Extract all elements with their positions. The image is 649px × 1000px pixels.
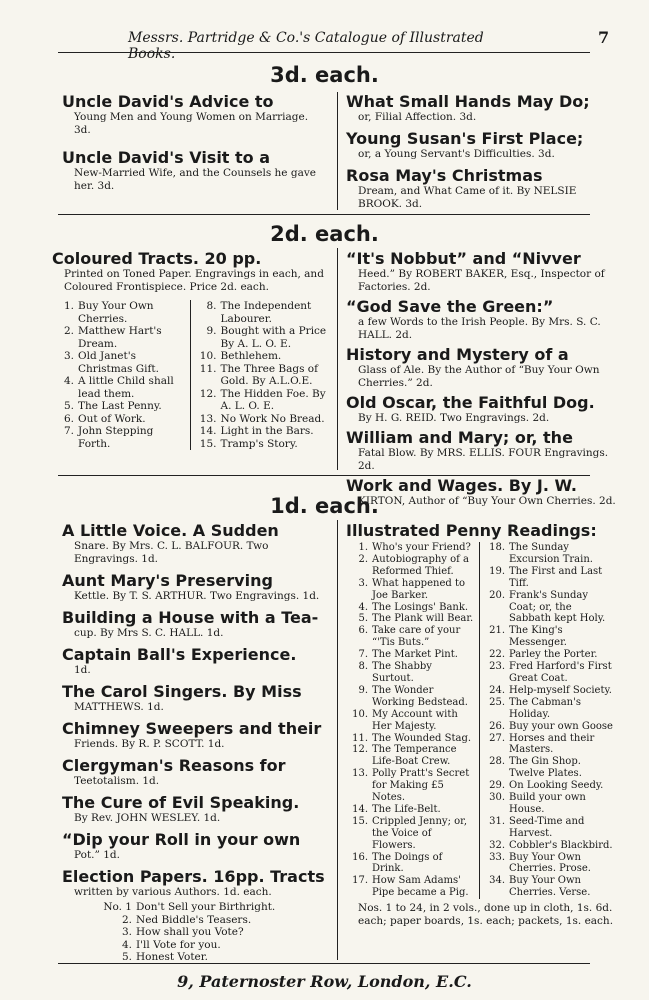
list-item: 4. A little Child shall lead them. [63, 375, 174, 400]
entry-title: Work and Wages. By J. W. [346, 476, 577, 495]
entry-description: 1d. [74, 664, 91, 676]
list-item: 3. What happened to Joe Barker. [358, 577, 465, 601]
s1-right-column [346, 522, 616, 928]
list-item: 14. The Life-Belt. [352, 803, 441, 815]
coloured-tracts-title: Coloured Tracts. 20 pp. [52, 249, 262, 268]
entry-description: By H. G. REID. Two Engravings. 2d. [358, 412, 550, 424]
entry-title: “Dip your Roll in your own [62, 830, 301, 849]
catalogue-entry [346, 298, 616, 342]
entry-title: Uncle David's Advice to [62, 92, 274, 111]
entry-description: KIRTON, Author of “Buy Your Own Cherries. 2d. [358, 495, 616, 507]
penny-readings-note: Nos. 1 to 24, in 2 vols., done up in cloth, 1s. 6d. each; paper boards, 1s. each; packets, 1s. each. [358, 902, 614, 928]
catalogue-entry [62, 794, 328, 825]
list-item: 6. Out of Work. [63, 412, 146, 425]
list-item: 2. Matthew Hart's Dream. [63, 325, 162, 350]
entry-description: Glass of Ale. By the Author of “Buy Your Own Cherries.” 2d. [358, 364, 600, 389]
list-item: 2. Ned Biddle's Teasers. [121, 913, 252, 926]
catalogue-entry [62, 93, 328, 137]
s2-left-column [52, 250, 328, 450]
entry-title: The Cure of Evil Speaking. [62, 793, 300, 812]
list-item: 11. The Three Bags of Gold. By A.L.O.E. [199, 362, 318, 387]
list-item: 20. Frank's Sunday Coat; or, the Sabbath kept Holy. [489, 589, 606, 625]
list-item: 14. Light in the Bars. [199, 425, 314, 437]
entry-description: cup. By Mrs S. C. HALL. 1d. [74, 627, 224, 639]
list-item: 5. Honest Voter. [121, 951, 208, 963]
list-item: 5. The Plank will Bear. [358, 613, 474, 625]
entry-description: or, a Young Servant's Difficulties. 3d. [358, 148, 555, 160]
catalogue-entry [62, 720, 328, 751]
catalogue-entry [62, 149, 328, 193]
list-item: 1. Buy Your Own Cherries. [63, 300, 154, 325]
catalogue-entry [346, 429, 616, 473]
entry-description: MATTHEWS. 1d. [74, 701, 164, 713]
catalogue-entry [346, 346, 616, 390]
catalogue-entry [346, 93, 612, 124]
entry-title: Old Oscar, the Faithful Dog. [346, 393, 595, 412]
catalogue-entry [346, 394, 616, 425]
list-item: 11. The Wounded Stag. [352, 732, 472, 744]
catalogue-entry [346, 130, 612, 161]
list-item: 29. On Looking Seedy. [489, 780, 604, 792]
catalogue-entry [62, 683, 328, 714]
entry-title: Captain Ball's Experience. [62, 645, 297, 664]
list-item: 18. The Sunday Excursion Train. [489, 542, 593, 565]
s3-right-column [346, 93, 612, 217]
coloured-tracts-list-a [52, 300, 191, 450]
list-item: 8. The Independent Labourer. [206, 300, 312, 325]
section-rule [58, 475, 590, 476]
column-divider [337, 92, 338, 210]
list-item: 19. The First and Last Tiff. [489, 565, 603, 589]
list-item: 3. Old Janet's Christmas Gift. [63, 350, 159, 375]
entry-description: Heed.” By ROBERT BAKER, Esq., Inspector of Factories. 2d. [358, 268, 605, 293]
entry-title: “It's Nobbut” and “Nivver [346, 249, 581, 268]
entry-title: Chimney Sweepers and their [62, 719, 322, 738]
list-item: 31. Seed-Time and Harvest. [489, 815, 585, 839]
entry-title: A Little Voice. A Sudden [62, 521, 279, 540]
penny-readings-title: Illustrated Penny Readings: [346, 521, 597, 540]
list-item: 30. Build your own House. [489, 792, 586, 815]
list-item: 9. The Wonder Working Bedstead. [358, 684, 468, 708]
entry-title: History and Mystery of a [346, 345, 569, 364]
entry-title: William and Mary; or, the [346, 428, 573, 447]
list-item: 16. The Doings of Drink. [352, 851, 443, 875]
list-item: 24. Help-myself Society. [489, 684, 612, 696]
list-item: 33. Buy Your Own Cherries. Prose. [489, 851, 591, 875]
list-item: 12. The Temperance Life-Boat Crew. [352, 744, 457, 768]
section-heading-3d: 3d. each. [270, 63, 379, 87]
entry-title: Building a House with a Tea- [62, 608, 319, 627]
footer-rule [58, 963, 590, 964]
entry-description: Young Men and Young Women on Marriage. 3d. [74, 111, 309, 136]
catalogue-entry [62, 609, 328, 640]
entry-title: Election Papers. 16pp. Tracts [62, 867, 325, 886]
header-rule [58, 52, 590, 53]
s1-left-column [62, 522, 328, 964]
list-item: 23. Fred Harford's First Great Coat. [489, 661, 612, 684]
entry-description: or, Filial Affection. 3d. [358, 111, 477, 123]
entry-title: Young Susan's First Place; [346, 129, 584, 148]
running-header: Messrs. Partridge & Co.'s Catalogue of Illustrated Books. [128, 30, 484, 62]
list-item: 27. Horses and their Masters. [489, 732, 595, 756]
list-item: 9. Bought with a Price By A. L. O. E. [206, 325, 327, 350]
list-item: 22. Parley the Porter. [489, 649, 598, 661]
entry-description: By Rev. JOHN WESLEY. 1d. [74, 812, 221, 824]
catalogue-entry [62, 646, 328, 677]
entry-description: Dream, and What Came of it. By NELSIE BROOK. 3d. [358, 185, 577, 210]
entry-description: Pot.” 1d. [74, 849, 120, 861]
list-item: 2. Autobiography of a Reformed Thief. [358, 553, 469, 577]
list-item: No. 1 Don't Sell your Birthright. [103, 901, 276, 913]
entry-description: Kettle. By T. S. ARTHUR. Two Engravings. 1d. [74, 590, 320, 602]
list-item: 34. Buy Your Own Cherries. Verse. [489, 875, 591, 899]
list-item: 7. John Stepping Forth. [63, 425, 154, 450]
catalogue-entry [62, 572, 328, 603]
list-item: 5. The Last Penny. [63, 400, 162, 412]
entry-description: Snare. By Mrs. C. L. BALFOUR. Two Engravings. 1d. [74, 540, 269, 565]
catalogue-entry [62, 522, 328, 566]
catalogue-entry [346, 250, 616, 294]
entry-description: Fatal Blow. By MRS. ELLIS. FOUR Engravings. 2d. [358, 447, 609, 472]
list-item: 13. No Work No Bread. [199, 412, 325, 425]
entry-title: Uncle David's Visit to a [62, 148, 271, 167]
penny-readings-list-a [346, 542, 480, 899]
list-item: 17. How Sam Adams' Pipe became a Pig. [352, 875, 469, 899]
section-heading-2d: 2d. each. [270, 222, 379, 246]
entry-description: a few Words to the Irish People. By Mrs. S. C. HALL. 2d. [358, 316, 601, 341]
page-number: 7 [598, 28, 610, 47]
column-divider [337, 520, 338, 960]
column-divider [337, 248, 338, 470]
list-item: 15. Crippled Jenny; or, the Voice of Flowers. [352, 815, 468, 851]
entry-description: written by various Authors. 1d. each. [74, 886, 272, 898]
catalogue-entry [62, 831, 328, 862]
section-heading-1d: 1d. each. [270, 494, 379, 518]
catalogue-entry [62, 868, 328, 899]
entry-title: Rosa May's Christmas [346, 166, 543, 185]
list-item: 32. Cobbler's Blackbird. [489, 839, 613, 851]
list-item: 10. Bethlehem. [199, 350, 282, 362]
coloured-tracts-description: Printed on Toned Paper. Engravings in each, and Coloured Frontispiece. Price 2d. each. [64, 268, 324, 293]
catalogue-entry [62, 757, 328, 788]
list-item: 28. The Gin Shop. Twelve Plates. [489, 756, 582, 780]
list-item: 7. The Market Pint. [358, 649, 458, 661]
entry-title: Aunt Mary's Preserving [62, 571, 273, 590]
entry-description: Teetotalism. 1d. [74, 775, 160, 787]
list-item: 1. Who's your Friend? [358, 542, 471, 553]
coloured-tracts-list-b [191, 300, 329, 450]
entry-description: New-Married Wife, and the Counsels he gave her. 3d. [74, 167, 316, 192]
list-item: 26. Buy your own Goose [489, 720, 613, 732]
list-item: 3. How shall you Vote? [121, 926, 244, 938]
penny-readings-list-b [480, 542, 613, 899]
catalogue-entry [346, 167, 612, 211]
list-item: 25. The Cabman's Holiday. [489, 696, 581, 720]
publisher-address: 9, Paternoster Row, London, E.C. [177, 972, 472, 991]
list-item: 4. The Losings' Bank. [358, 601, 469, 613]
entry-title: “God Save the Green:” [346, 297, 554, 316]
entry-title: The Carol Singers. By Miss [62, 682, 302, 701]
list-item: 21. The King's Messenger. [489, 625, 567, 649]
entry-title: What Small Hands May Do; [346, 92, 590, 111]
list-item: 12. The Hidden Foe. By A. L. O. E. [199, 387, 326, 412]
entry-description: Friends. By R. P. SCOTT. 1d. [74, 738, 225, 750]
section-rule [58, 214, 590, 215]
list-item: 10. My Account with Her Majesty. [352, 708, 458, 732]
entry-title: Clergyman's Reasons for [62, 756, 286, 775]
list-item: 4. I'll Vote for you. [121, 938, 221, 951]
list-item: 8. The Shabby Surtout. [358, 661, 432, 684]
s3-left-column [62, 93, 328, 199]
s2-right-column [346, 250, 616, 512]
list-item: 15. Tramp's Story. [199, 437, 298, 450]
list-item: 6. Take care of your “'Tis Buts.” [358, 625, 461, 649]
election-papers-list [98, 901, 328, 964]
list-item: 13. Polly Pratt's Secret for Making £5 Notes. [352, 768, 470, 804]
